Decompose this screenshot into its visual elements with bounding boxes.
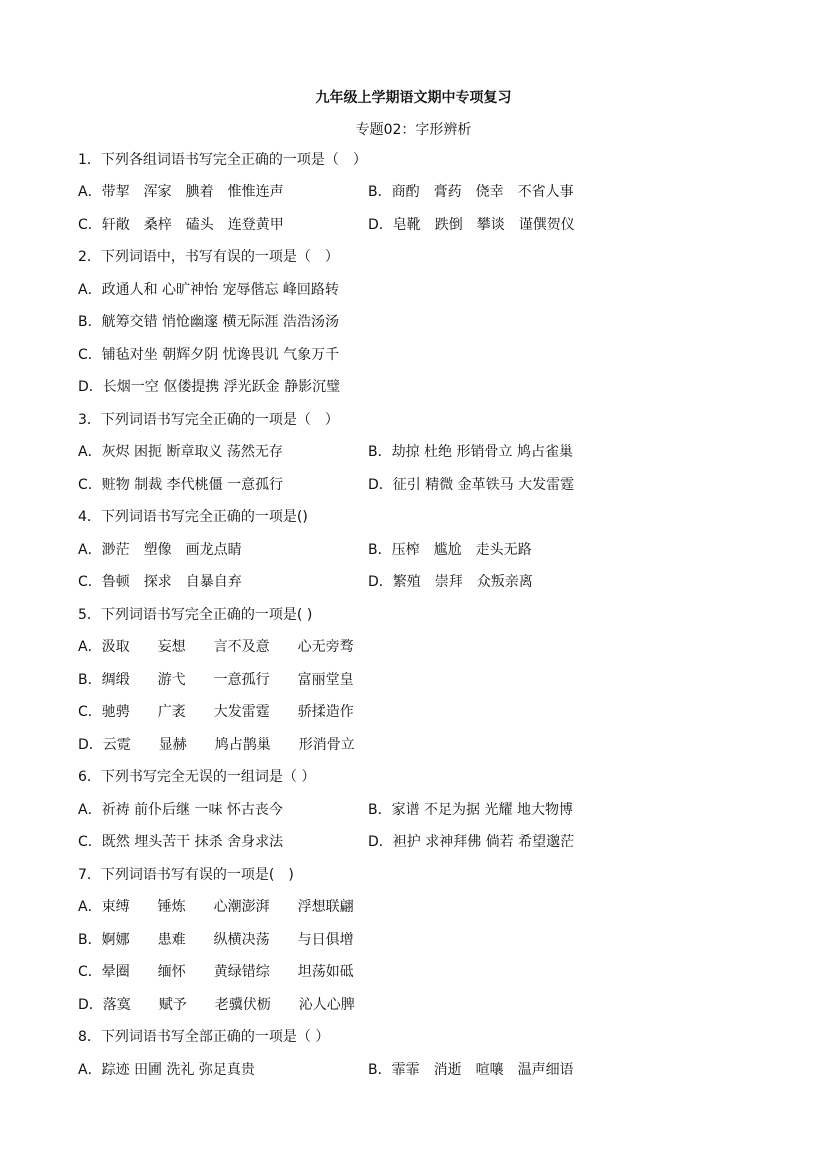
option-d: D．皂靴 跌倒 攀谈 谨僎贺仪 — [368, 217, 575, 233]
option-c: C．赃物 制裁 李代桃僵 一意孤行 — [78, 477, 284, 493]
question-stem: 7．下列词语书写有误的一项是( ) — [78, 867, 294, 883]
option-d: D．袒护 求神拜佛 倘若 希望邈茫 — [368, 834, 575, 850]
option-b: B．婀娜 患难 纵横决荡 与日俱增 — [78, 932, 354, 948]
option-a: A．渺茫 塑像 画龙点睛 — [78, 542, 242, 558]
option-a: A．踪迹 田圃 洗礼 弥足真贵 — [78, 1062, 255, 1078]
option-d: D．落寞 赋予 老骥伏枥 沁人心脾 — [78, 997, 355, 1013]
option-a: A．汲取 妄想 言不及意 心无旁骛 — [78, 639, 354, 655]
document-subtitle: 专题02：字形辨析 — [355, 122, 472, 138]
option-c: C．铺毡对坐 朝辉夕阴 忧谗畏讥 气象万千 — [78, 347, 340, 363]
option-b: B．霏霏 消逝 喧嚷 温声细语 — [368, 1062, 574, 1078]
option-a: A．灰烬 困扼 断章取义 荡然无存 — [78, 444, 283, 460]
option-d: D．征引 精微 金革铁马 大发雷霆 — [368, 477, 575, 493]
question-stem: 2．下列词语中，书写有误的一项是（ ） — [78, 249, 339, 265]
question-stem: 1．下列各组词语书写完全正确的一项是（ ） — [78, 152, 367, 168]
option-a: A．祈祷 前仆后继 一味 怀古丧今 — [78, 802, 283, 818]
option-a: A．束缚 锤炼 心潮澎湃 浮想联翩 — [78, 899, 354, 915]
question-stem: 4．下列词语书写完全正确的一项是() — [78, 509, 308, 525]
option-d: D．长烟一空 伛偻提携 浮光跃金 静影沉璧 — [78, 379, 341, 395]
option-a: A．政通人和 心旷神怡 宠辱偕忘 峰回路转 — [78, 282, 339, 298]
option-b: B．商酌 膏药 侥幸 不省人事 — [368, 184, 574, 200]
option-c: C．轩敞 桑梓 磕头 连登黄甲 — [78, 217, 284, 233]
option-b: B．觥筹交错 悄怆幽邃 横无际涯 浩浩汤汤 — [78, 314, 339, 330]
option-a: A．带挈 浑家 腆着 惟惟连声 — [78, 184, 284, 200]
question-stem: 8．下列词语书写全部正确的一项是（ ） — [78, 1029, 330, 1045]
option-b: B．劫掠 杜绝 形销骨立 鸠占雀巢 — [368, 444, 573, 460]
question-stem: 3．下列词语书写完全正确的一项是（ ） — [78, 412, 339, 428]
option-c: C．晕圈 缅怀 黄绿错综 坦荡如砥 — [78, 964, 354, 980]
question-stem: 6．下列书写完全无误的一组词是（ ） — [78, 769, 316, 785]
option-b: B．绸缎 游弋 一意孤行 富丽堂皇 — [78, 672, 354, 688]
document-title: 九年级上学期语文期中专项复习 — [315, 90, 512, 106]
option-c: C．鲁顿 探求 自暴自弃 — [78, 574, 242, 590]
option-c: C．驰骋 广袤 大发雷霆 骄揉造作 — [78, 704, 354, 720]
option-d: D．云霓 显赫 鸠占鹊巢 形消骨立 — [78, 737, 355, 753]
option-c: C．既然 埋头苦干 抹杀 舍身求法 — [78, 834, 284, 850]
option-d: D．繁殖 崇拜 众叛亲离 — [368, 574, 533, 590]
option-b: B．家谱 不足为据 光耀 地大物博 — [368, 802, 573, 818]
option-b: B．压榨 尴尬 走头无路 — [368, 542, 532, 558]
question-stem: 5．下列词语书写完全正确的一项是( ) — [78, 607, 313, 623]
